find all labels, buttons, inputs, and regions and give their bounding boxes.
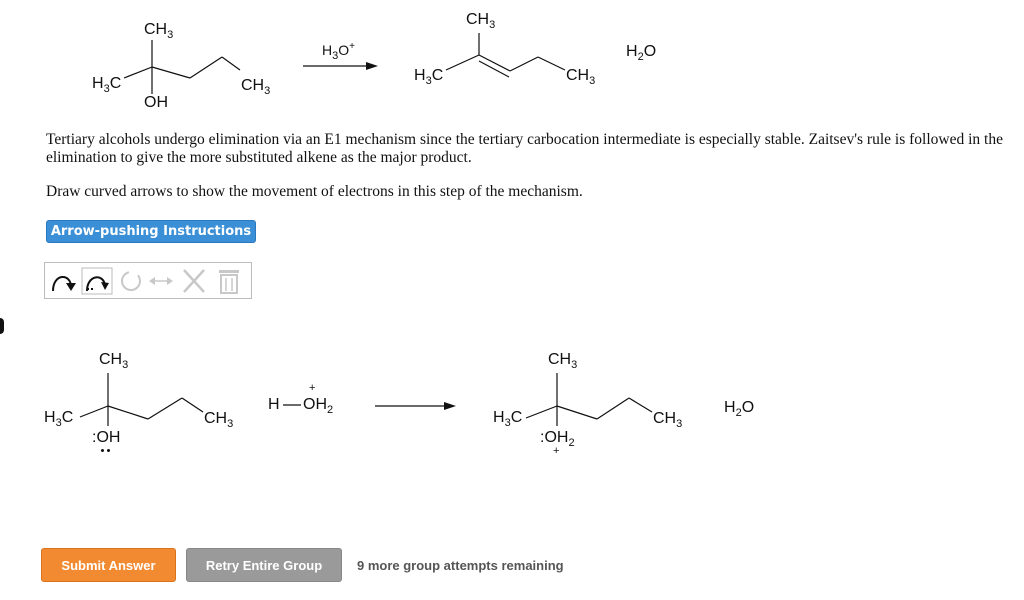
h3o-reagent-label: $H_3O^+$ xyxy=(322,41,355,62)
lone-pair-dot xyxy=(101,449,104,452)
oxonium-charge: + xyxy=(553,445,560,457)
ch3-label-right: $CH_3$ xyxy=(241,77,271,97)
submit-answer-button[interactable]: Submit Answer xyxy=(41,548,176,582)
arrow-toolbar xyxy=(44,262,252,299)
ch3-label-product-right: $CH_3$ xyxy=(566,67,596,87)
hydronium-h-label: H xyxy=(268,396,280,413)
single-electron-arrow-icon[interactable] xyxy=(81,267,113,295)
curved-arrow-icon[interactable] xyxy=(49,267,79,295)
question-paragraph: Tertiary alcohols undergo elimination via an E1 mechanism since the tertiary carbocation intermediate is especially stable. Zaitsev's rule is followed in the elimination to give the more substituted alkene as the major product. xyxy=(46,131,1003,166)
oh2-lone-pair-label: $:OH_2$ xyxy=(540,429,575,449)
ch3-mech-right-top: $CH_3$ xyxy=(548,351,578,371)
arrow-pushing-instructions-button[interactable]: Arrow-pushing Instructions xyxy=(46,220,256,243)
ch3-mech-left-top: $CH_3$ xyxy=(99,351,129,371)
ch3-mech-right-right: $CH_3$ xyxy=(653,410,683,430)
h3c-mech-right: $H_3C$ xyxy=(493,409,523,429)
page-edge-marker xyxy=(0,318,4,334)
hydronium-oh2-label: $OH_2$ xyxy=(303,396,334,416)
instruction-paragraph: Draw curved arrows to show the movement of electrons in this step of the mechanism. xyxy=(46,183,583,200)
h3c-label-left: $H_3C$ xyxy=(92,75,122,95)
trash-icon[interactable] xyxy=(215,267,243,295)
lone-pair-dot xyxy=(107,449,110,452)
retry-entire-group-button[interactable]: Retry Entire Group xyxy=(186,548,342,582)
ch3-mech-left-right: $CH_3$ xyxy=(204,410,234,430)
mechanism-bonds xyxy=(0,340,1024,470)
resonance-arrow-icon[interactable] xyxy=(147,267,175,295)
attempts-remaining-text: 9 more group attempts remaining xyxy=(357,558,564,573)
h3c-mech-left: $H_3C$ xyxy=(44,409,74,429)
hydronium-charge: + xyxy=(309,382,316,394)
delete-x-icon[interactable] xyxy=(179,267,209,295)
h2o-label-top: $H_2O$ xyxy=(626,43,657,63)
h2o-mech-label: $H_2O$ xyxy=(724,399,755,419)
oh-label: OH xyxy=(144,94,168,111)
h3c-label-product: $H_3C$ xyxy=(414,67,444,87)
ch3-label-product-top: $CH_3$ xyxy=(466,11,496,31)
ch3-label-top: $CH_3$ xyxy=(144,21,174,41)
rotate-icon[interactable] xyxy=(117,267,147,295)
oh-lone-pair-label: :OH xyxy=(92,429,121,446)
